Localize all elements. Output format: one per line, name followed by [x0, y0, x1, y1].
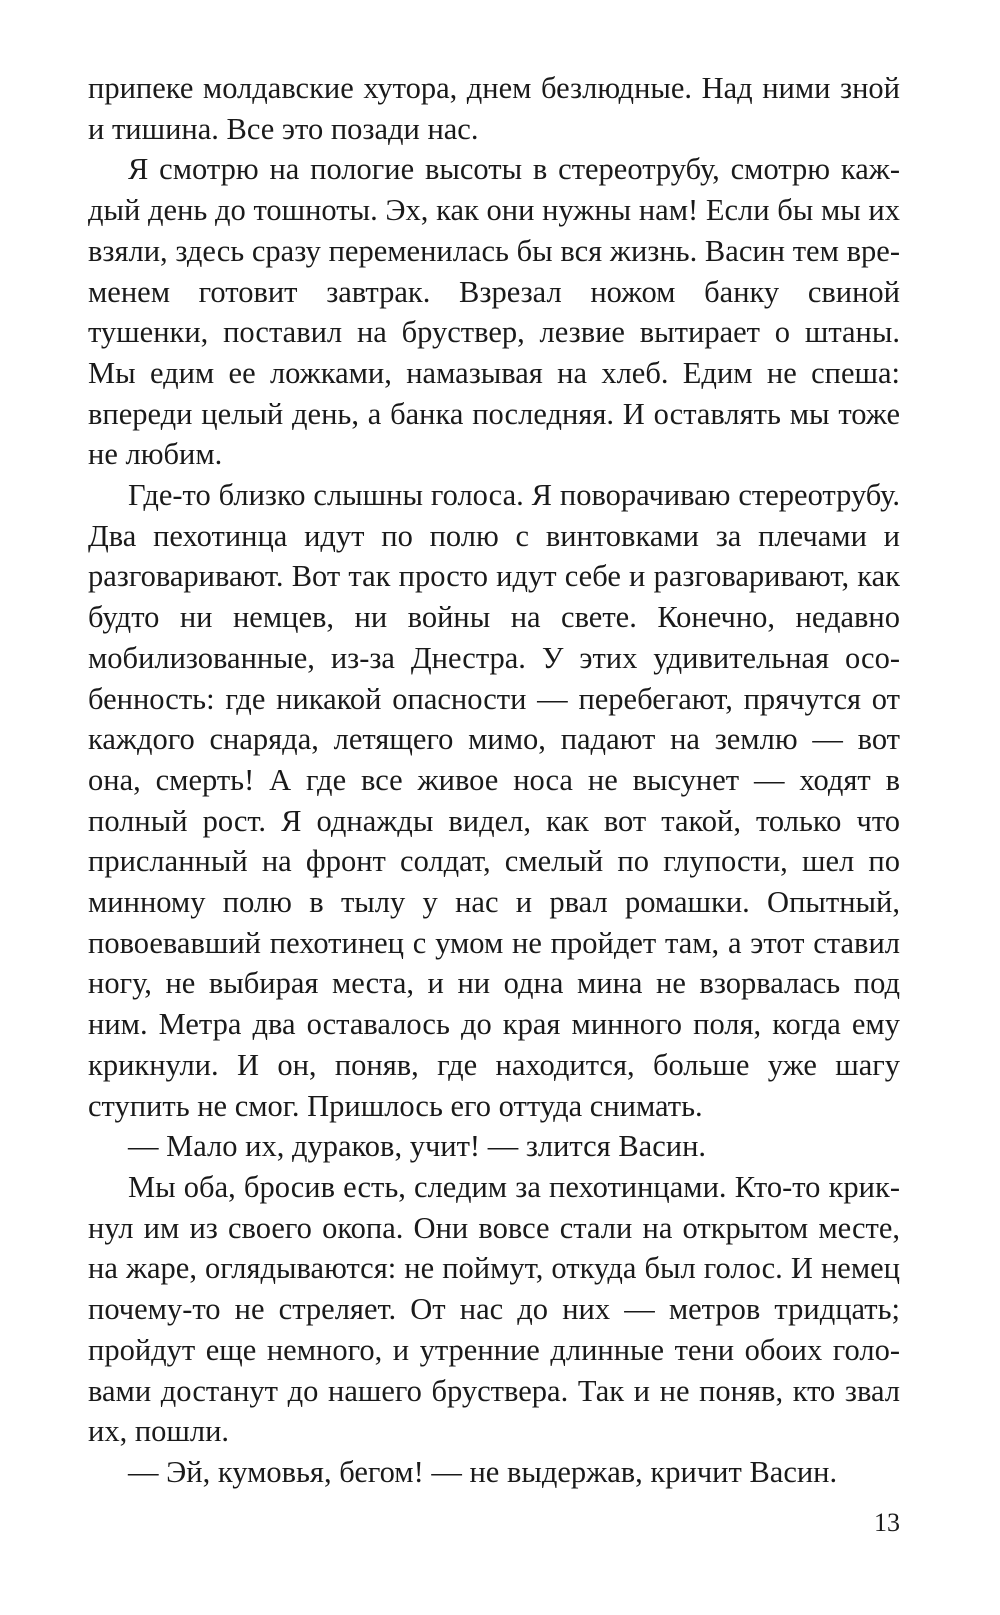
- dialogue-line: — Эй, кумовья, бегом! — не выдержав, кричит Васин.: [128, 1454, 838, 1489]
- page-number: 13: [874, 1508, 900, 1537]
- paragraph: Где-то близко слышны голоса. Я поворачиваю стереотрубу. Два пехотинца идут по полю с винтовками за плечами и разговаривают. Вот так просто идут себе и разговаривают, как будто ни немцев, ни войны на свете. Конечно, недавно мобилизованные, из-за Днестра. У этих удивительная особенность: где никакой опасности — перебегают, прячутся от каждого снаряда, летящего мимо, падают на землю — вот она, смерть! А где все живое носа не высунет — ходят в полный рост. Я однажды видел, как вот такой, только что присланный на фронт солдат, смелый по глупости, шел по минному полю в тылу у нас и рвал ромашки. Опытный, повоевавший пехотинец с умом не пройдет там, а этот ставил ногу, не выбирая места, и ни одна мина не взорвалась под ним. Метра два оставалось до края минного поля, когда ему крикнули. И он, поняв, где находится, больше уже шагу ступить не смог. Пришлось его оттуда снимать.: [88, 478, 900, 1123]
- page-text: [88, 68, 900, 1493]
- dialogue-line: — Мало их, дураков, учит! — злится Васин.: [128, 1129, 707, 1164]
- paragraph: припеке молдавские хутора, днем безлюдные. Над ними зной и тишина. Все это позади нас.: [88, 71, 900, 146]
- paragraph: Мы оба, бросив есть, следим за пехотинцами. Кто-то крикнул им из своего окопа. Они вовсе стали на открытом месте, на жаре, оглядываются: не поймут, откуда был голос. И немец почему-то не стреляет. От нас до них — метров тридцать; пройдут еще немного, и утренние длинные тени обоих головами достанут до нашего бруствера. Так и не поняв, кто звал их, пошли.: [88, 1169, 900, 1449]
- paragraph: Я смотрю на пологие высоты в стереотрубу, смотрю каждый день до тошноты. Эх, как они нужны нам! Если бы мы их взяли, здесь сразу переменилась бы вся жизнь. Васин тем временем готовит завтрак. Взрезал ножом банку свиной тушенки, поставил на бруствер, лезвие вытирает о штаны. Мы едим ее ложками, намазывая на хлеб. Едим не спеша: впереди целый день, а банка последняя. И оставлять мы тоже не любим.: [88, 152, 900, 472]
